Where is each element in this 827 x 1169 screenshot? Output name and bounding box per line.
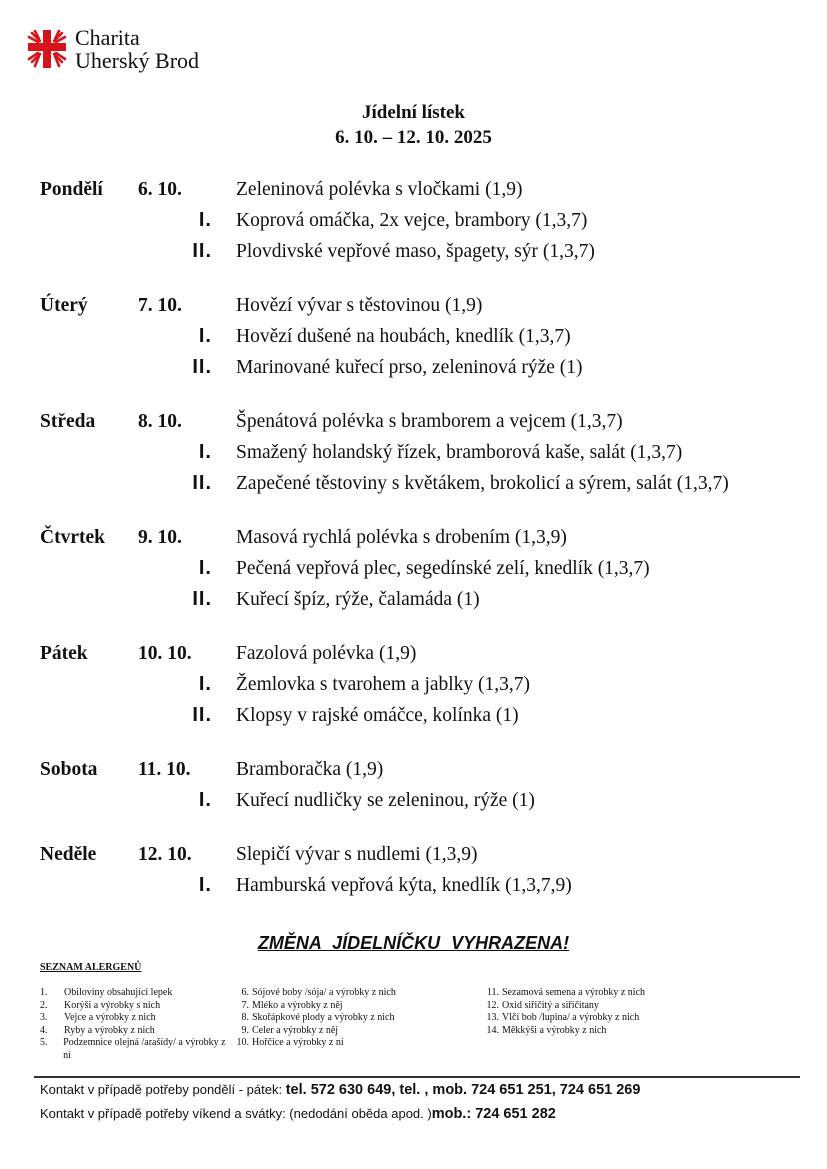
allergen-text: Sezamová semena a výrobky z nich <box>502 987 646 998</box>
allergen-number: 9. <box>241 1024 249 1036</box>
day-date: 9. 10. <box>138 527 182 548</box>
day-name: Středa <box>40 411 96 432</box>
allergen-text: Mléko a výrobky z něj <box>252 999 343 1011</box>
allergen-text: Oxid siřičitý a siřičitany <box>502 999 599 1011</box>
allergen-item <box>482 987 722 1000</box>
contact-weekday <box>40 1082 640 1098</box>
contact-weekend <box>40 1106 556 1122</box>
soup-row <box>40 174 800 205</box>
allergen-item <box>40 1037 230 1062</box>
allergen-column-3 <box>482 987 722 1037</box>
soup-row <box>40 839 800 870</box>
allergen-item <box>232 1037 472 1050</box>
meal-number: I. <box>198 874 212 896</box>
caritas-cross-icon <box>26 28 68 70</box>
day-block <box>40 839 800 901</box>
allergen-text: Celer a výrobky z něj <box>252 1024 339 1036</box>
contact-weekday-label: Kontakt v případě potřeby pondělí - pátek: <box>40 1082 286 1097</box>
day-name: Pondělí <box>40 179 103 200</box>
allergen-text: Hořčice a výrobky z ní <box>252 1037 344 1048</box>
meal-dish: Hovězí dušené na houbách, knedlík (1,3,7) <box>236 326 571 347</box>
meal-dish: Marinované kuřecí prso, zeleninová rýže (1) <box>236 357 583 378</box>
allergen-column-2 <box>232 987 472 1050</box>
meal-number: II. <box>192 356 212 378</box>
allergen-item <box>40 1025 230 1038</box>
meal-row <box>40 669 800 700</box>
meal-row <box>40 870 800 901</box>
allergen-item <box>232 987 472 1000</box>
meal-number: II. <box>192 704 212 726</box>
soup-row <box>40 754 800 785</box>
allergen-number: 13. <box>486 1012 499 1023</box>
allergen-item <box>40 1000 230 1013</box>
soup-dish: Fazolová polévka (1,9) <box>236 643 417 664</box>
soup-dish: Hovězí vývar s těstovinou (1,9) <box>236 295 483 316</box>
meal-number: I. <box>198 789 212 811</box>
meal-dish: Žemlovka s tvarohem a jablky (1,3,7) <box>236 674 531 695</box>
allergen-item <box>232 1025 472 1038</box>
day-name: Neděle <box>40 844 97 865</box>
allergen-item <box>40 1012 230 1025</box>
day-name: Sobota <box>40 759 98 780</box>
meal-number: I. <box>198 441 212 463</box>
allergen-item <box>232 1000 472 1013</box>
allergen-number: 7. <box>241 999 249 1011</box>
allergen-text: Sójové boby /sója/ a výrobky z nich <box>252 987 396 998</box>
brand-name-line2: Uherský Brod <box>75 48 200 73</box>
allergen-text: Ryby a výrobky z nich <box>64 1024 155 1036</box>
day-date: 11. 10. <box>138 759 191 780</box>
day-block <box>40 754 800 816</box>
allergen-item <box>482 1025 722 1038</box>
soup-dish: Zeleninová polévka s vločkami (1,9) <box>236 179 523 200</box>
day-date: 12. 10. <box>138 844 192 865</box>
soup-dish: Bramboračka (1,9) <box>236 759 384 780</box>
day-date: 6. 10. <box>138 179 182 200</box>
day-block <box>40 290 800 383</box>
meal-row <box>40 236 800 267</box>
weekly-menu <box>40 174 800 924</box>
allergen-text: Korýši a výrobky s nich <box>64 999 161 1011</box>
meal-row <box>40 437 800 468</box>
meal-number: I. <box>198 209 212 231</box>
meal-number: II. <box>192 588 212 610</box>
meal-dish: Klopsy v rajské omáčce, kolínka (1) <box>236 705 519 726</box>
date-range: 6. 10. – 12. 10. 2025 <box>335 127 492 148</box>
day-name: Pátek <box>40 643 88 664</box>
soup-dish: Slepičí vývar s nudlemi (1,3,9) <box>236 844 478 865</box>
brand-name-line1: Charita <box>75 25 140 50</box>
day-date: 8. 10. <box>138 411 182 432</box>
meal-row <box>40 352 800 383</box>
menu-change-notice: ZMĚNA JÍDELNÍČKU VYHRAZENA! <box>257 933 570 953</box>
allergen-number: 3. <box>40 1012 48 1023</box>
soup-row <box>40 638 800 669</box>
allergen-number: 1. <box>40 987 48 998</box>
meal-dish: Pečená vepřová plec, segedínské zelí, knedlík (1,3,7) <box>236 558 650 579</box>
soup-row <box>40 522 800 553</box>
contact-weekend-label: Kontakt v případě potřeby víkend a svátky: (nedodání oběda apod. ) <box>40 1106 432 1121</box>
allergen-number: 12. <box>486 999 499 1011</box>
allergen-list-heading: SEZNAM ALERGENŮ <box>40 962 142 973</box>
day-name: Čtvrtek <box>40 527 105 548</box>
contact-weekday-numbers: tel. 572 630 649, tel. , mob. 724 651 251, 724 651 269 <box>285 1082 641 1098</box>
meal-number: I. <box>198 325 212 347</box>
day-block <box>40 406 800 499</box>
page-title: Jídelní lístek <box>362 102 465 123</box>
allergen-number: 2. <box>40 999 48 1011</box>
allergen-column-1 <box>40 987 230 1062</box>
allergen-item <box>482 1012 722 1025</box>
soup-row <box>40 406 800 437</box>
day-block <box>40 522 800 615</box>
meal-row <box>40 321 800 352</box>
meal-number: II. <box>192 472 212 494</box>
meal-row <box>40 205 800 236</box>
meal-row <box>40 785 800 816</box>
brand-logo <box>26 26 199 72</box>
allergen-text: Skořápkové plody a výrobky z nich <box>252 1012 395 1023</box>
meal-dish: Hamburská vepřová kýta, knedlík (1,3,7,9) <box>236 875 572 896</box>
meal-dish: Smažený holandský řízek, bramborová kaše, salát (1,3,7) <box>236 442 683 463</box>
meal-dish: Kuřecí špíz, rýže, čalamáda (1) <box>236 589 480 610</box>
allergen-number: 11. <box>486 987 499 998</box>
meal-dish: Plovdivské vepřové maso, špagety, sýr (1,3,7) <box>236 241 595 262</box>
allergen-number: 4. <box>40 1024 48 1036</box>
meal-number: II. <box>192 240 212 262</box>
meal-row <box>40 700 800 731</box>
meal-dish: Zapečené těstoviny s květákem, brokolicí a sýrem, salát (1,3,7) <box>236 473 729 494</box>
allergen-item <box>232 1012 472 1025</box>
day-block <box>40 174 800 267</box>
allergen-number: 5. <box>40 1037 48 1048</box>
meal-row <box>40 584 800 615</box>
footer-divider <box>34 1076 800 1078</box>
meal-dish: Koprová omáčka, 2x vejce, brambory (1,3,7) <box>236 210 588 231</box>
meal-row <box>40 468 800 499</box>
meal-number: I. <box>198 673 212 695</box>
allergen-number: 14. <box>486 1024 499 1036</box>
day-block <box>40 638 800 731</box>
soup-dish: Masová rychlá polévka s drobením (1,3,9) <box>236 527 567 548</box>
day-name: Úterý <box>40 295 88 316</box>
allergen-text: Měkkýši a výrobky z nich <box>502 1024 607 1036</box>
allergen-text: Vejce a výrobky z nich <box>64 1012 156 1023</box>
allergen-number: 8. <box>241 1012 249 1023</box>
contact-weekend-numbers: mob.: 724 651 282 <box>431 1106 556 1122</box>
allergen-item <box>40 987 230 1000</box>
day-date: 7. 10. <box>138 295 182 316</box>
soup-dish: Špenátová polévka s bramborem a vejcem (1,3,7) <box>236 411 623 432</box>
page-title-block <box>0 100 827 150</box>
allergen-text: Vlčí bob /lupina/ a výrobky z nich <box>502 1012 640 1023</box>
allergen-text: Obiloviny obsahující lepek <box>64 987 173 998</box>
soup-row <box>40 290 800 321</box>
allergen-text: Podzemnice olejná /arašídy/ a výrobky z ní <box>63 1037 226 1061</box>
meal-number: I. <box>198 557 212 579</box>
meal-dish: Kuřecí nudličky se zeleninou, rýže (1) <box>236 790 535 811</box>
allergen-number: 10. <box>236 1037 249 1048</box>
meal-row <box>40 553 800 584</box>
allergen-item <box>482 1000 722 1013</box>
allergen-number: 6. <box>241 987 249 998</box>
day-date: 10. 10. <box>138 643 192 664</box>
